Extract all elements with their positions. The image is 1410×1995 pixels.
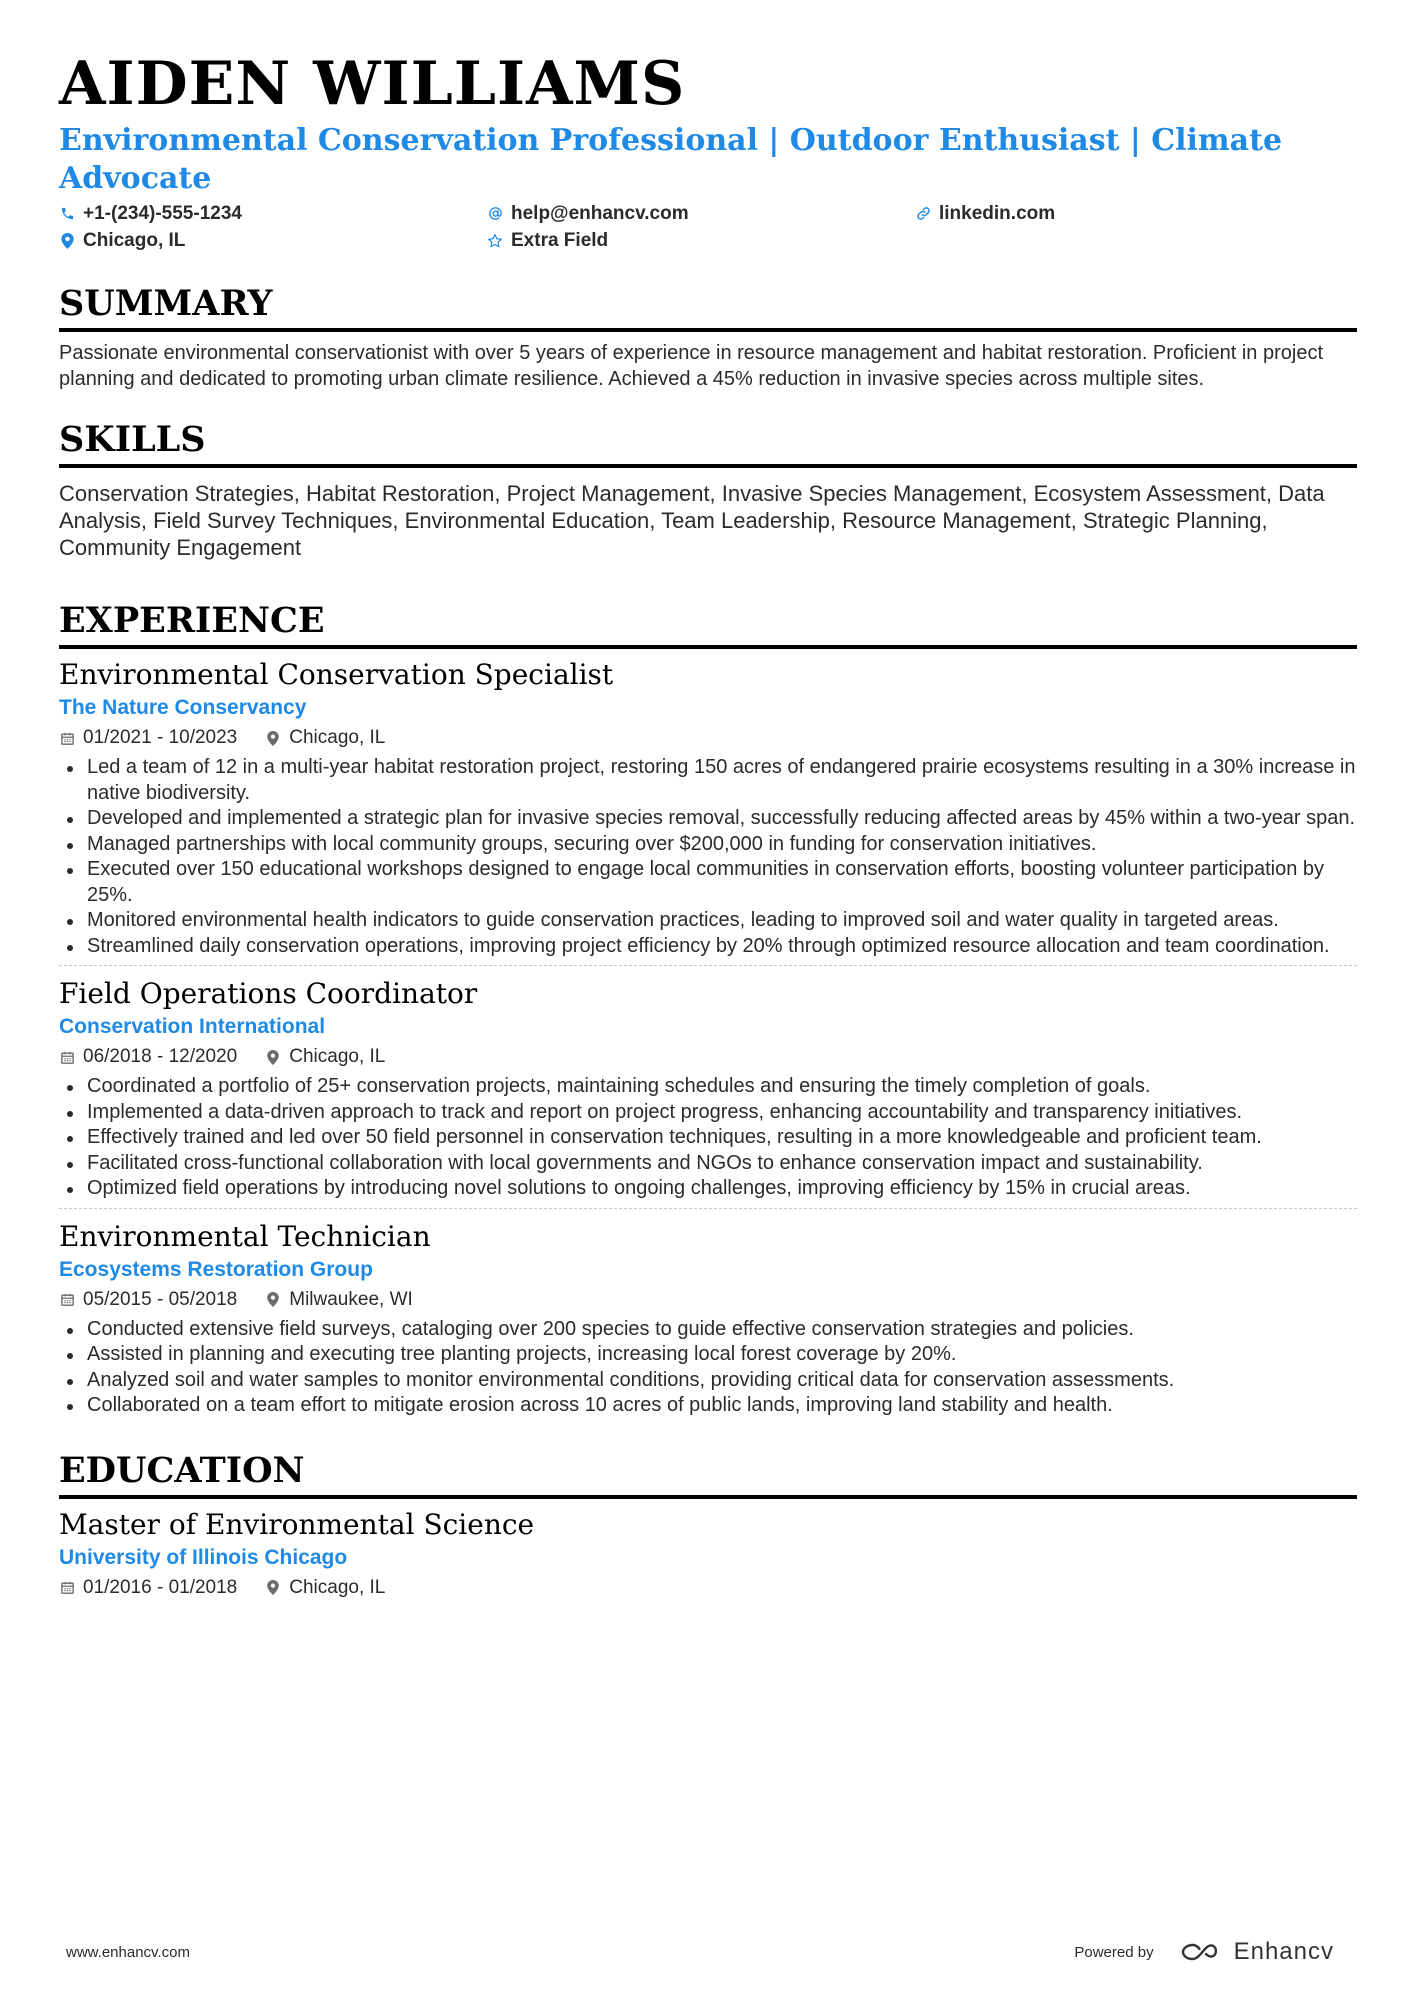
map-pin-icon <box>265 730 281 746</box>
job-dates: 01/2021 - 10/2023 <box>83 727 238 748</box>
job-title: Field Operations Coordinator <box>59 977 478 1010</box>
bullet-item: Managed partnerships with local community groups, securing over $200,000 in funding for conservation initiatives. <box>59 832 1357 858</box>
powered-by <box>1074 1938 1334 1966</box>
bullet-item: Optimized field operations by introducing novel solutions to ongoing challenges, improving efficiency by 15% in crucial areas. <box>59 1176 1357 1202</box>
star-icon <box>487 233 503 249</box>
calendar-icon <box>59 1292 75 1308</box>
education-section <box>59 1449 1357 1603</box>
education-heading: EDUCATION <box>59 1449 1357 1499</box>
job-dates: 06/2018 - 12/2020 <box>83 1046 238 1067</box>
contact-info <box>59 200 1357 254</box>
bullet-item: Assisted in planning and executing tree planting projects, increasing local forest coverage by 20%. <box>59 1342 1357 1368</box>
resume-header <box>59 48 1357 254</box>
company-name[interactable]: The Nature Conservancy <box>59 696 307 719</box>
job-title: Environmental Conservation Specialist <box>59 658 614 691</box>
phone-text: +1-(234)-555-1234 <box>83 202 242 224</box>
bullet-item: Led a team of 12 in a multi-year habitat restoration project, restoring 150 acres of endangered prairie ecosystems resulting in a 30% increase in native biodiversity. <box>59 755 1357 806</box>
contact-phone[interactable] <box>59 200 487 227</box>
linkedin-text: linkedin.com <box>939 202 1056 224</box>
calendar-icon <box>59 1580 75 1596</box>
bullet-item: Analyzed soil and water samples to monitor environmental conditions, providing critical data for conservation assessments. <box>59 1368 1357 1394</box>
experience-heading: EXPERIENCE <box>59 599 1357 649</box>
degree-title: Master of Environmental Science <box>59 1507 535 1541</box>
education-dates: 01/2016 - 01/2018 <box>83 1576 238 1598</box>
job-meta <box>59 1285 1357 1315</box>
bullet-item: Collaborated on a team effort to mitigate erosion across 10 acres of public lands, improving land stability and health. <box>59 1393 1357 1419</box>
at-sign-icon <box>487 206 503 222</box>
education-entry <box>59 1499 1357 1603</box>
candidate-name: AIDEN WILLIAMS <box>59 49 686 119</box>
company-name[interactable]: Conservation International <box>59 1015 326 1038</box>
bullet-item: Effectively trained and led over 50 field personnel in conservation techniques, resulting in a more knowledgeable and proficient team. <box>59 1125 1357 1151</box>
job-location: Chicago, IL <box>289 1046 386 1067</box>
bullet-item: Facilitated cross-functional collaboration with local governments and NGOs to enhance conservation impact and sustainability. <box>59 1151 1357 1177</box>
experience-entry <box>59 1208 1357 1419</box>
job-location: Milwaukee, WI <box>289 1288 413 1310</box>
experience-entry <box>59 965 1357 1202</box>
job-dates: 05/2015 - 05/2018 <box>83 1288 238 1310</box>
map-pin-icon <box>265 1049 281 1065</box>
bullet-item: Developed and implemented a strategic plan for invasive species removal, successfully reducing affected areas by 45% within a two-year span. <box>59 806 1357 832</box>
skills-text: Conservation Strategies, Habitat Restoration, Project Management, Invasive Species Management, Ecosystem Assessment, Data Analysis, Field Survey Techniques, Environmental Education, Team Leadership, Resource Management, Strategic Planning, Community Engagement <box>59 481 1325 560</box>
summary-section <box>59 282 1357 392</box>
calendar-icon <box>59 730 75 746</box>
page-footer <box>66 1937 1334 1967</box>
skills-section <box>59 418 1357 561</box>
school-name[interactable]: University of Illinois Chicago <box>59 1545 348 1569</box>
map-pin-icon <box>265 1580 281 1596</box>
candidate-headline: Environmental Conservation Professional | Outdoor Enthusiast | Climate Advocate <box>59 123 1283 196</box>
job-meta <box>59 1042 1357 1072</box>
bullet-item: Implemented a data-driven approach to track and report on project progress, enhancing accountability and transparency initiatives. <box>59 1100 1357 1126</box>
footer-website-link[interactable]: www.enhancv.com <box>66 1943 190 1961</box>
bullet-item: Monitored environmental health indicators to guide conservation practices, leading to improved soil and water quality in targeted areas. <box>59 908 1357 934</box>
summary-heading: SUMMARY <box>59 282 1357 332</box>
location-text: Chicago, IL <box>83 229 186 251</box>
experience-section <box>59 599 1357 1419</box>
education-location: Chicago, IL <box>289 1576 386 1598</box>
company-name[interactable]: Ecosystems Restoration Group <box>59 1257 373 1281</box>
extra-field-text: Extra Field <box>511 229 609 251</box>
summary-text: Passionate environmental conservationist with over 5 years of experience in resource management and habitat restoration. Proficient in project planning and dedicated to promoting urban climate resilience. Achieved a 45% reduction in invasive species across multiple sites. <box>59 342 1324 390</box>
link-icon <box>915 206 931 222</box>
bullet-item: Coordinated a portfolio of 25+ conservation projects, maintaining schedules and ensuring the timely completion of goals. <box>59 1074 1357 1100</box>
email-text: help@enhancv.com <box>511 202 689 224</box>
map-pin-icon <box>59 233 75 249</box>
brand-name: Enhancv <box>1233 1938 1334 1965</box>
job-title: Environmental Technician <box>59 1219 431 1253</box>
job-meta <box>59 723 1357 753</box>
contact-email[interactable] <box>487 200 915 227</box>
powered-by-label: Powered by <box>1074 1943 1154 1961</box>
job-bullets <box>59 1074 1357 1202</box>
bullet-item: Executed over 150 educational workshops designed to engage local communities in conservation efforts, boosting volunteer participation by 25%. <box>59 857 1357 908</box>
job-location: Chicago, IL <box>289 727 386 748</box>
contact-location <box>59 227 487 254</box>
map-pin-icon <box>265 1292 281 1308</box>
job-bullets <box>59 1317 1357 1419</box>
calendar-icon <box>59 1049 75 1065</box>
bullet-item: Conducted extensive field surveys, cataloging over 200 species to guide effective conservation strategies and policies. <box>59 1317 1357 1343</box>
enhancv-logo[interactable] <box>1180 1938 1334 1966</box>
phone-icon <box>59 206 75 222</box>
job-bullets <box>59 755 1357 959</box>
enhancv-logo-icon <box>1180 1941 1224 1963</box>
education-meta <box>59 1573 1357 1603</box>
contact-linkedin[interactable] <box>915 200 1343 227</box>
skills-heading: SKILLS <box>59 418 1357 468</box>
experience-entry <box>59 649 1357 959</box>
resume-page <box>59 48 1357 1603</box>
contact-extra <box>487 227 915 254</box>
bullet-item: Streamlined daily conservation operations, improving project efficiency by 20% through optimized resource allocation and team coordination. <box>59 934 1357 960</box>
